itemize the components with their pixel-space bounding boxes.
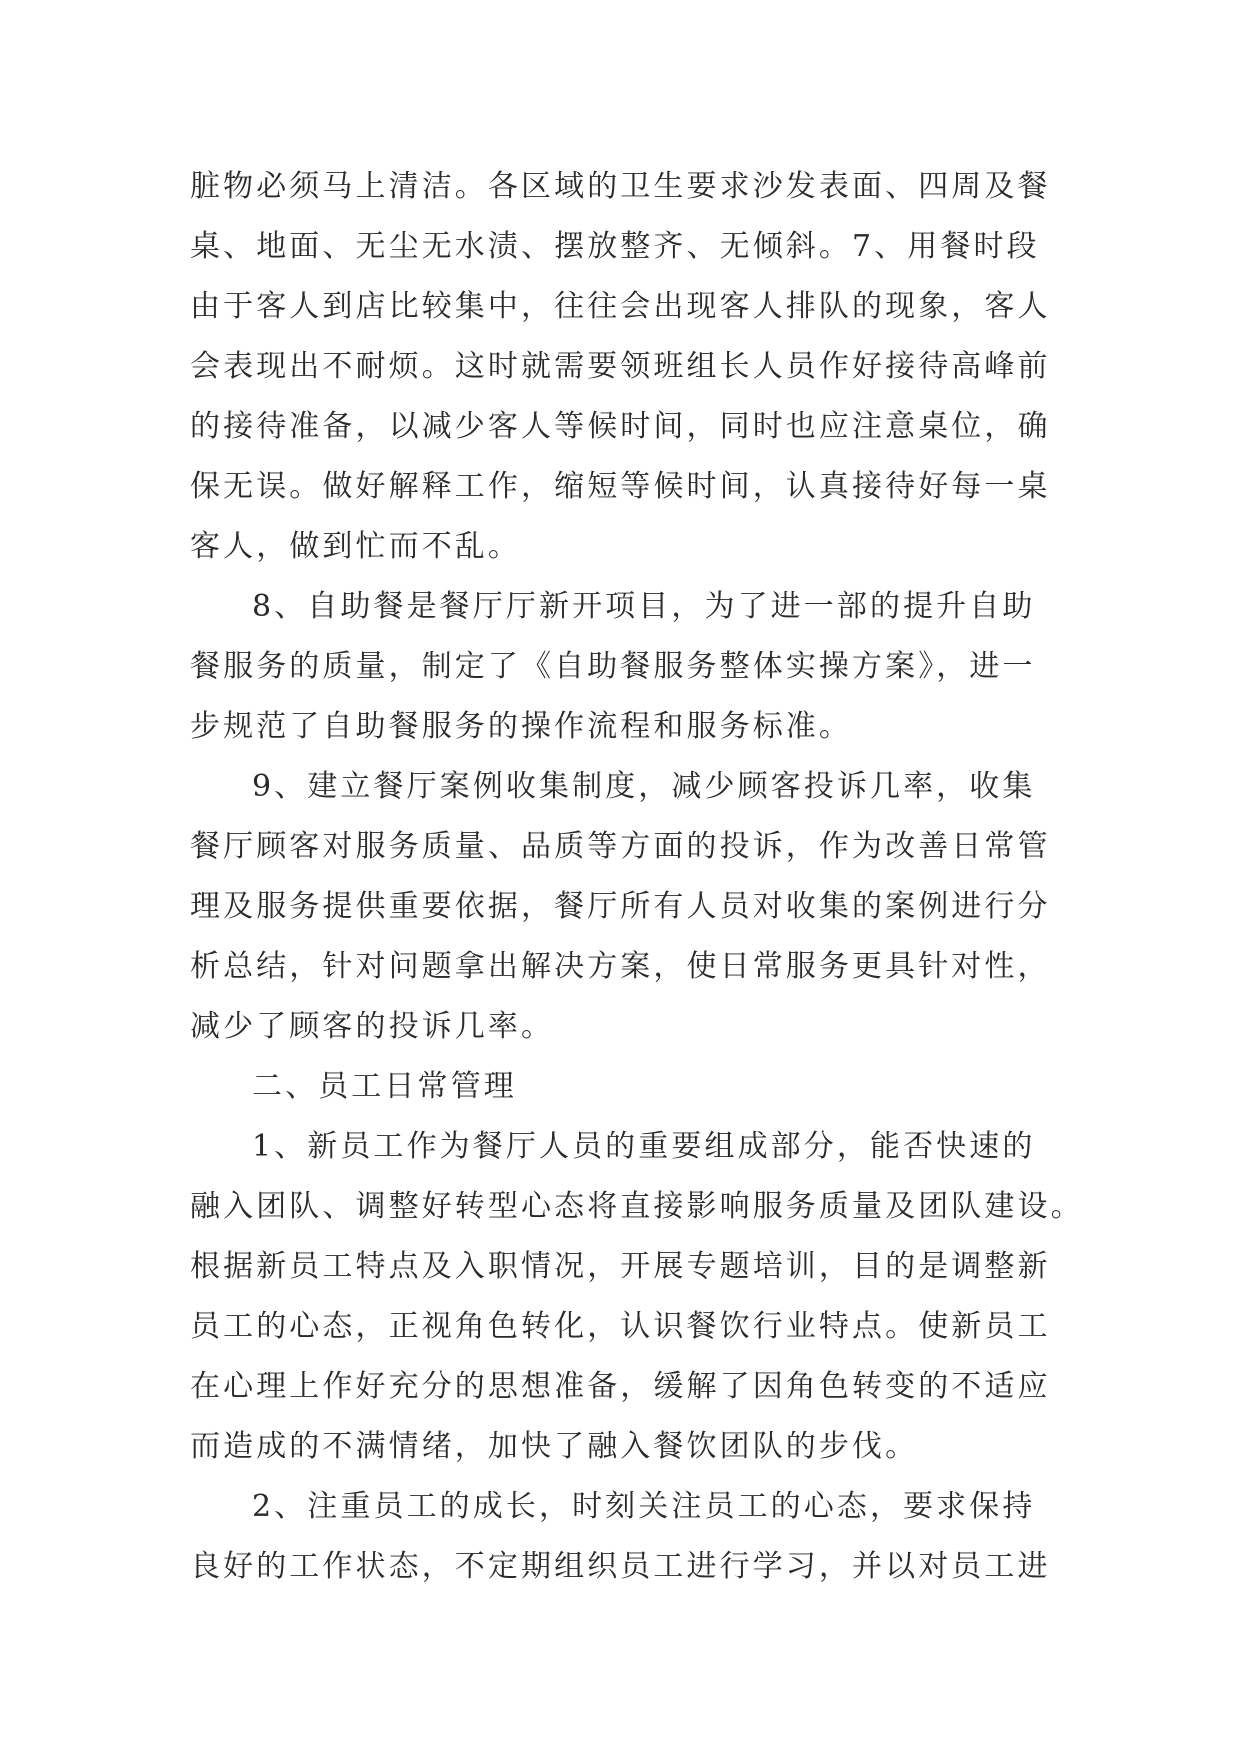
text-line: 2、注重员工的成长，时刻关注员工的心态，要求保持 <box>252 1489 1036 1524</box>
text-line: 在心理上作好充分的思想准备，缓解了因角色转变的不适应 <box>190 1369 1051 1404</box>
text-line: 餐厅顾客对服务质量、品质等方面的投诉，作为改善日常管 <box>190 829 1051 864</box>
text-line: 会表现出不耐烦。这时就需要领班组长人员作好接待高峰前 <box>190 349 1051 384</box>
text-line: 客人，做到忙而不乱。 <box>190 529 521 564</box>
text-line: 员工的心态，正视角色转化，认识餐饮行业特点。使新员工 <box>190 1309 1051 1344</box>
text-line: 桌、地面、无尘无水渍、摆放整齐、无倾斜。7、用餐时段 <box>190 229 1040 264</box>
text-line: 理及服务提供重要依据，餐厅所有人员对收集的案例进行分 <box>190 889 1051 924</box>
text-line: 步规范了自助餐服务的操作流程和服务标准。 <box>190 709 852 744</box>
text-line: 根据新员工特点及入职情况，开展专题培训，目的是调整新 <box>190 1249 1051 1284</box>
text-line: 析总结，针对问题拿出解决方案，使日常服务更具针对性， <box>190 949 1051 984</box>
text-line: 融入团队、调整好转型心态将直接影响服务质量及团队建设。 <box>190 1189 1084 1224</box>
text-line: 餐服务的质量，制定了《自助餐服务整体实操方案》，进一 <box>190 649 1036 684</box>
body-text <box>190 157 1084 1597</box>
text-line: 的接待准备，以减少客人等候时间，同时也应注意桌位，确 <box>190 409 1051 444</box>
text-line: 减少了顾客的投诉几率。 <box>190 1009 555 1044</box>
text-line: 而造成的不满情绪，加快了融入餐饮团队的步伐。 <box>190 1429 919 1464</box>
text-line: 9、建立餐厅案例收集制度，减少顾客投诉几率，收集 <box>252 769 1036 804</box>
text-line: 由于客人到店比较集中，往往会出现客人排队的现象，客人 <box>190 289 1051 324</box>
text-line: 脏物必须马上清洁。各区域的卫生要求沙发表面、四周及餐 <box>190 169 1051 204</box>
text-line: 良好的工作状态，不定期组织员工进行学习，并以对员工进 <box>190 1549 1051 1584</box>
text-line: 保无误。做好解释工作，缩短等候时间，认真接待好每一桌 <box>190 469 1051 504</box>
text-line: 二、员工日常管理 <box>252 1069 517 1104</box>
text-line: 1、新员工作为餐厅人员的重要组成部分，能否快速的 <box>252 1129 1036 1164</box>
text-line: 8、自助餐是餐厅厅新开项目，为了进一部的提升自助 <box>252 589 1036 624</box>
